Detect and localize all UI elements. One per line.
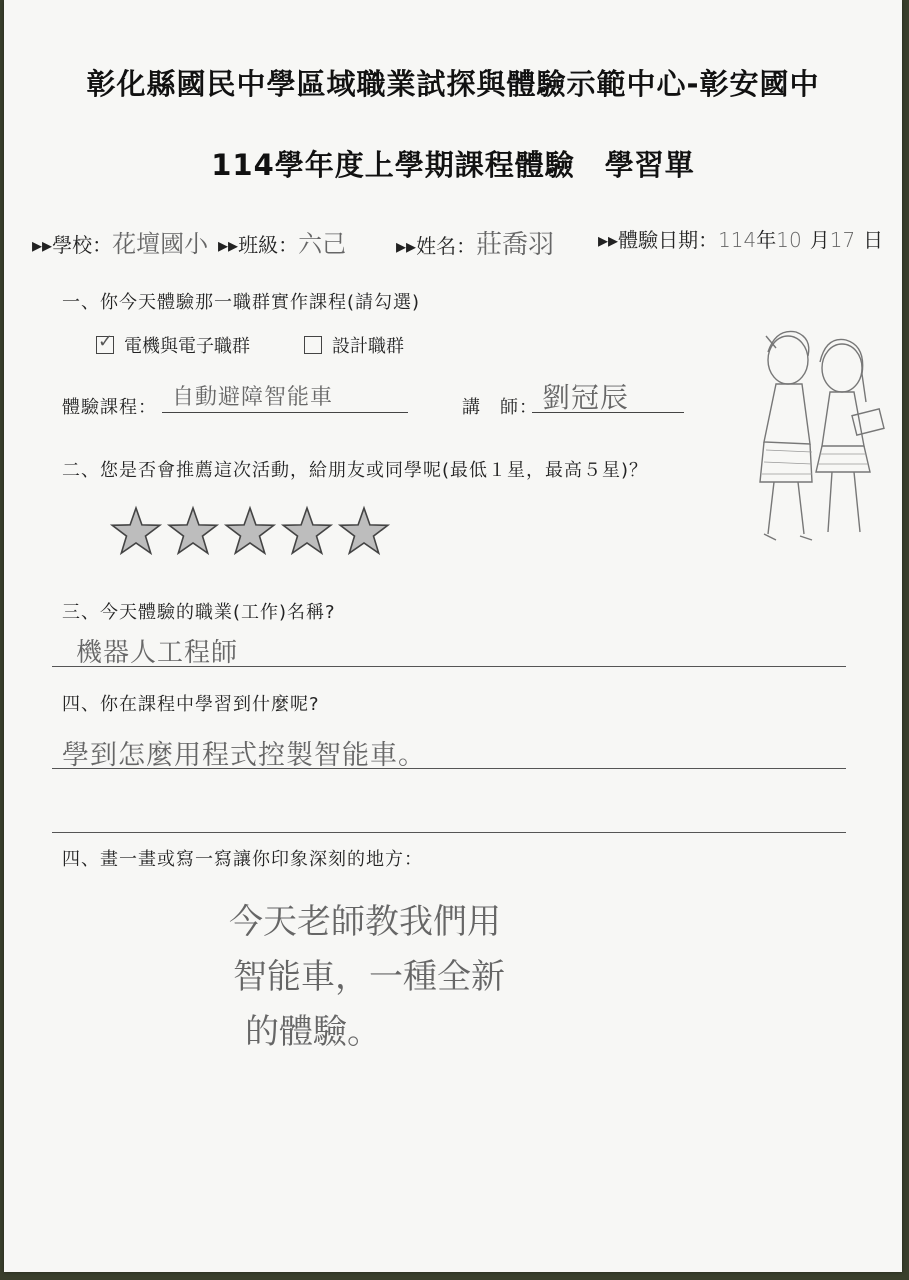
date-day-unit: 日 [863, 228, 884, 252]
school-value: 花壇國小 [112, 230, 209, 258]
learning-answer: 學到怎麼用程式控製智能車。 [62, 740, 426, 771]
course-value: 自動避障智能車 [172, 385, 334, 410]
impression-line-1: 今天老師教我們用 [229, 902, 501, 942]
impression-line-2: 智能車，一種全新 [233, 957, 505, 997]
impression-line-3: 的體驗。 [245, 1012, 381, 1052]
question-5: 四、畫一畫或寫一寫讓你印象深刻的地方： [62, 849, 423, 870]
star-icon [166, 505, 220, 559]
students-illustration [736, 322, 888, 552]
answer-line-4a [52, 768, 846, 769]
star-icon [223, 505, 277, 559]
teacher-value: 劉冠辰 [542, 381, 630, 414]
checkbox-design[interactable] [304, 336, 322, 354]
date-day: 17 [829, 228, 856, 252]
name-label: ▸▸姓名： [396, 234, 477, 258]
date-month-unit: 月 [809, 228, 830, 252]
class-value: 六己 [298, 230, 347, 258]
date-month: 10 [776, 228, 802, 252]
name-value: 莊喬羽 [476, 230, 555, 260]
answer-line-3 [52, 666, 846, 667]
date-field [598, 224, 883, 253]
date-year-unit: 年 [756, 228, 777, 252]
question-1: 一、你今天體驗那一職群實作課程(請勾選) [62, 292, 421, 313]
worksheet-page [4, 0, 902, 1272]
class-field [218, 224, 346, 259]
page-title: 彰化縣國民中學區域職業試探與體驗示範中心-彰安國中 [86, 67, 820, 101]
option-design[interactable] [304, 332, 404, 358]
date-year: 114 [718, 228, 757, 252]
career-answer: 機器人工程師 [76, 638, 239, 668]
option-design-label: 設計職群 [332, 336, 404, 357]
option-electrical[interactable] [96, 332, 250, 358]
option-electrical-label: 電機與電子職群 [124, 336, 250, 357]
impression-text [229, 895, 505, 1060]
class-label: ▸▸班級： [218, 233, 299, 257]
question-4: 四、你在課程中學習到什麼呢? [62, 694, 320, 715]
star-icon [109, 505, 163, 559]
date-label: ▸▸體驗日期： [598, 228, 719, 252]
course-label: 體驗課程： [62, 397, 157, 418]
question-2: 二、您是否會推薦這次活動，給朋友或同學呢(最低１星，最高５星)？ [62, 460, 649, 481]
page-subtitle: 114學年度上學期課程體驗 學習單 [211, 148, 695, 182]
star-rating [109, 505, 394, 563]
question-3: 三、今天體驗的職業(工作)名稱? [62, 602, 336, 623]
name-field [396, 224, 554, 261]
teacher-label: 講 師： [462, 397, 538, 418]
school-field [32, 224, 208, 259]
star-icon [280, 505, 334, 559]
school-label: ▸▸學校： [32, 233, 113, 257]
answer-line-4b [52, 832, 846, 833]
star-icon [337, 505, 391, 559]
checkbox-electrical[interactable] [96, 336, 114, 354]
